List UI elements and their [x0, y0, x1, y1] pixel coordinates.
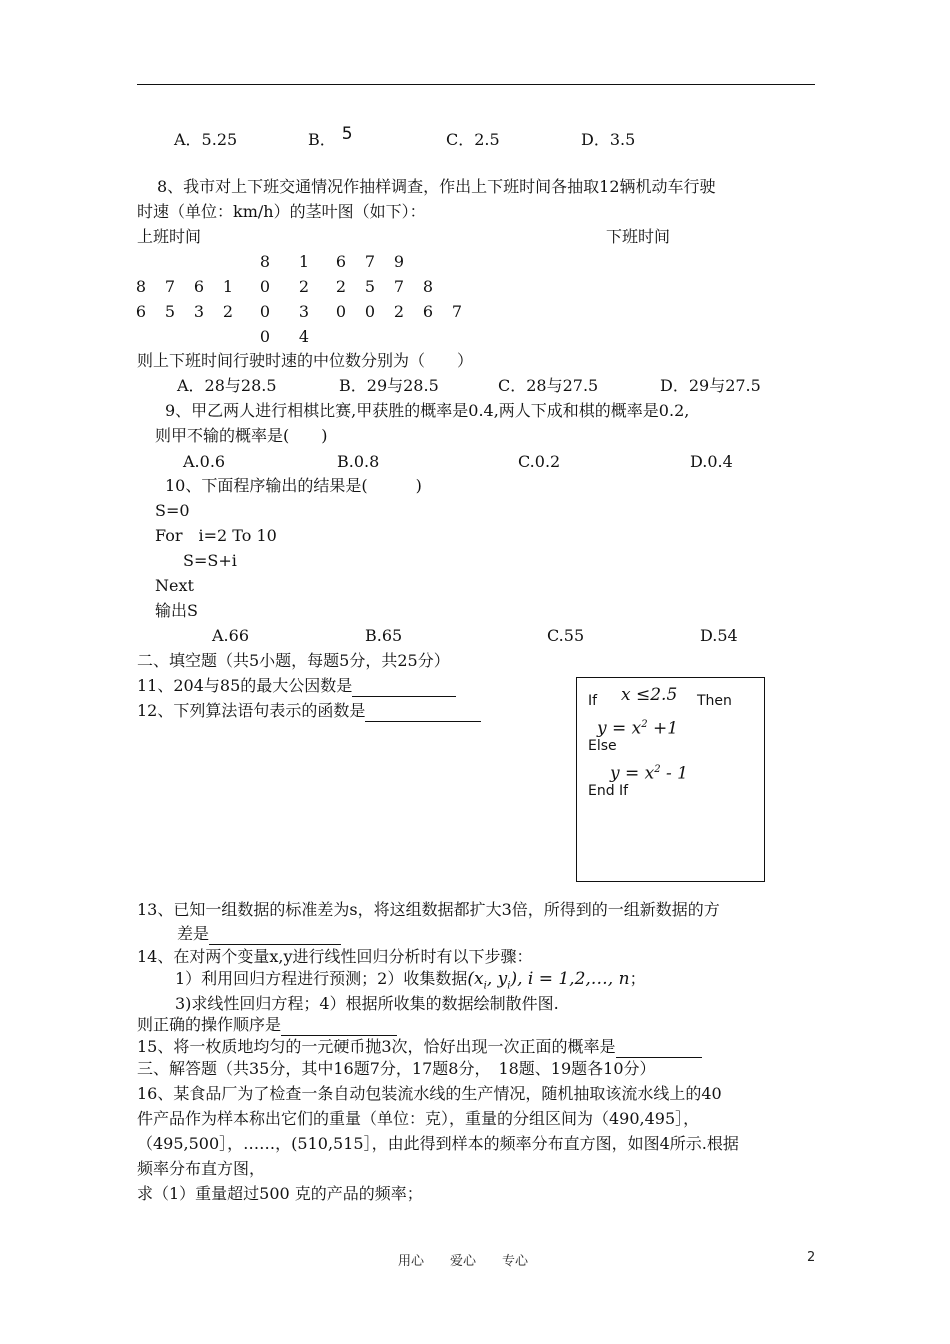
- q14-line3: 3)求线性回归方程；4）根据所收集的数据绘制散件图.: [175, 994, 559, 1013]
- leaf: 5: [164, 302, 176, 321]
- q9-line2: 则甲不输的概率是( ): [155, 426, 328, 445]
- q14-line4: 则正确的操作顺序是: [137, 1014, 397, 1036]
- leaf: 7: [393, 277, 405, 296]
- leaf: 0: [364, 302, 376, 321]
- leaf: 7: [164, 277, 176, 296]
- stemleaf-right-title: 下班时间: [606, 227, 671, 246]
- answer-blank[interactable]: [209, 928, 341, 945]
- q14-line1: 14、在对两个变量x,y进行线性回归分析时有以下步骤：: [137, 947, 533, 966]
- q16-line1: 16、某食品厂为了检查一条自动包装流水线的生产情况，随机抽取该流水线上的40: [137, 1084, 722, 1103]
- stem: 0: [259, 277, 271, 296]
- leaf: 5: [364, 277, 376, 296]
- stem: 8: [259, 252, 271, 271]
- stemleaf-row: [0, 276, 500, 298]
- stemleaf-left-title: 上班时间: [137, 227, 202, 246]
- q10-option-b: B.65: [365, 626, 403, 645]
- code-line: S=S+i: [183, 551, 237, 570]
- q7-option-c: C．2.5: [446, 130, 500, 149]
- q16-line5: 求（1）重量超过500 克的产品的频率；: [137, 1184, 423, 1203]
- leaf: 2: [222, 302, 234, 321]
- leaf: 7: [364, 252, 376, 271]
- leaf: 3: [298, 302, 310, 321]
- stemleaf-row: [0, 301, 500, 323]
- condition: x ≤2.5: [621, 685, 678, 705]
- answer-blank[interactable]: [352, 680, 456, 697]
- keyword-then: Then: [697, 693, 732, 709]
- q15: 15、将一枚质地均匀的一元硬币抛3次，恰好出现一次正面的概率是: [137, 1036, 702, 1058]
- data-pair-notation: ($x_i$, $y_i$), i = 1,2,…, n: [467, 969, 630, 992]
- branch-2-expression: $y = x^2 - 1$: [610, 763, 688, 784]
- keyword-else: Else: [588, 738, 617, 754]
- q9-option-c: C.0.2: [518, 452, 561, 471]
- footer-motto: 用心 爱心 专心: [398, 1254, 529, 1269]
- q16-line4: 频率分布直方图，: [137, 1159, 266, 1178]
- leaf: 7: [451, 302, 463, 321]
- q16-line2: 件产品作为样本称出它们的重量（单位：克），重量的分组区间为（490,495］，: [137, 1109, 700, 1128]
- code-line: For i=2 To 10: [155, 526, 277, 545]
- q8-option-c: C．28与27.5: [498, 376, 599, 395]
- leaf: 2: [335, 277, 347, 296]
- keyword-if: If: [588, 693, 598, 709]
- leaf: 1: [222, 277, 234, 296]
- keyword-end-if: End If: [588, 783, 629, 799]
- q10-line1: 10、下面程序输出的结果是( ): [165, 476, 422, 495]
- answer-blank[interactable]: [365, 705, 481, 722]
- answer-blank[interactable]: [281, 1019, 397, 1036]
- leaf: 0: [335, 302, 347, 321]
- q9-option-b: B.0.8: [337, 452, 380, 471]
- q7-option-d: D．3.5: [581, 130, 636, 149]
- q10-option-a: A.66: [212, 626, 249, 645]
- code-line: Next: [155, 576, 194, 595]
- leaf: 6: [422, 302, 434, 321]
- q16-line3: （495,500］，……，(510,515］，由此得到样本的频率分布直方图，如图4所示.根据: [137, 1134, 739, 1153]
- leaf: 1: [298, 252, 310, 271]
- q13-line2: 差是: [177, 923, 341, 945]
- branch-1-expression: $y = x^2 +1$: [597, 718, 679, 739]
- q7-option-a: A．5.25: [174, 130, 238, 149]
- program-box: [576, 677, 765, 882]
- stemleaf-row: [0, 251, 500, 273]
- section-3-heading: 三、解答题（共35分，其中16题7分，17题8分， 18题、19题各10分）: [137, 1059, 656, 1078]
- leaf: 2: [298, 277, 310, 296]
- q12: 12、下列算法语句表示的函数是: [137, 700, 481, 722]
- q8-line2: 时速（单位：km/h）的茎叶图（如下）：: [137, 202, 426, 221]
- q7-option-b-value: 5: [341, 124, 353, 144]
- q7-option-b: B． 5: [308, 124, 353, 149]
- stem: 0: [259, 327, 271, 346]
- q8-question: 则上下班时间行驶时速的中位数分别为（ ）: [137, 351, 474, 370]
- stem: 0: [259, 302, 271, 321]
- section-2-heading: 二、填空题（共5小题，每题5分，共25分）: [137, 651, 450, 670]
- leaf: 6: [335, 252, 347, 271]
- q13-line1: 13、已知一组数据的标准差为s，将这组数据都扩大3倍，所得到的一组新数据的方: [137, 900, 720, 919]
- q9-option-d: D.0.4: [690, 452, 733, 471]
- code-line: S=0: [155, 501, 190, 520]
- q9-line1: 9、甲乙两人进行相棋比赛,甲获胜的概率是0.4,两人下成和棋的概率是0.2,: [165, 401, 690, 420]
- q9-option-a: A.0.6: [183, 452, 226, 471]
- q10-option-d: D.54: [700, 626, 738, 645]
- leaf: 8: [422, 277, 434, 296]
- page-number: 2: [807, 1250, 816, 1265]
- q10-option-c: C.55: [547, 626, 585, 645]
- q8-option-d: D．29与27.5: [660, 376, 761, 395]
- leaf: 8: [135, 277, 147, 296]
- leaf: 6: [193, 277, 205, 296]
- q8-line1: 8、我市对上下班交通情况作抽样调查，作出上下班时间各抽取12辆机动车行驶: [157, 177, 716, 196]
- stemleaf-row: [0, 326, 500, 348]
- leaf: 9: [393, 252, 405, 271]
- q8-option-a: A．28与28.5: [177, 376, 277, 395]
- q14-line2: 1）利用回归方程进行预测；2）收集数据($x_i$, $y_i$), i = 1,2,…, n；: [175, 969, 646, 992]
- q11: 11、204与85的最大公因数是: [137, 675, 456, 697]
- q8-option-b: B．29与28.5: [339, 376, 439, 395]
- leaf: 2: [393, 302, 405, 321]
- leaf: 4: [298, 327, 310, 346]
- leaf: 6: [135, 302, 147, 321]
- code-line: 输出S: [155, 601, 198, 620]
- leaf: 3: [193, 302, 205, 321]
- answer-blank[interactable]: [616, 1041, 702, 1058]
- header-rule: [137, 84, 815, 85]
